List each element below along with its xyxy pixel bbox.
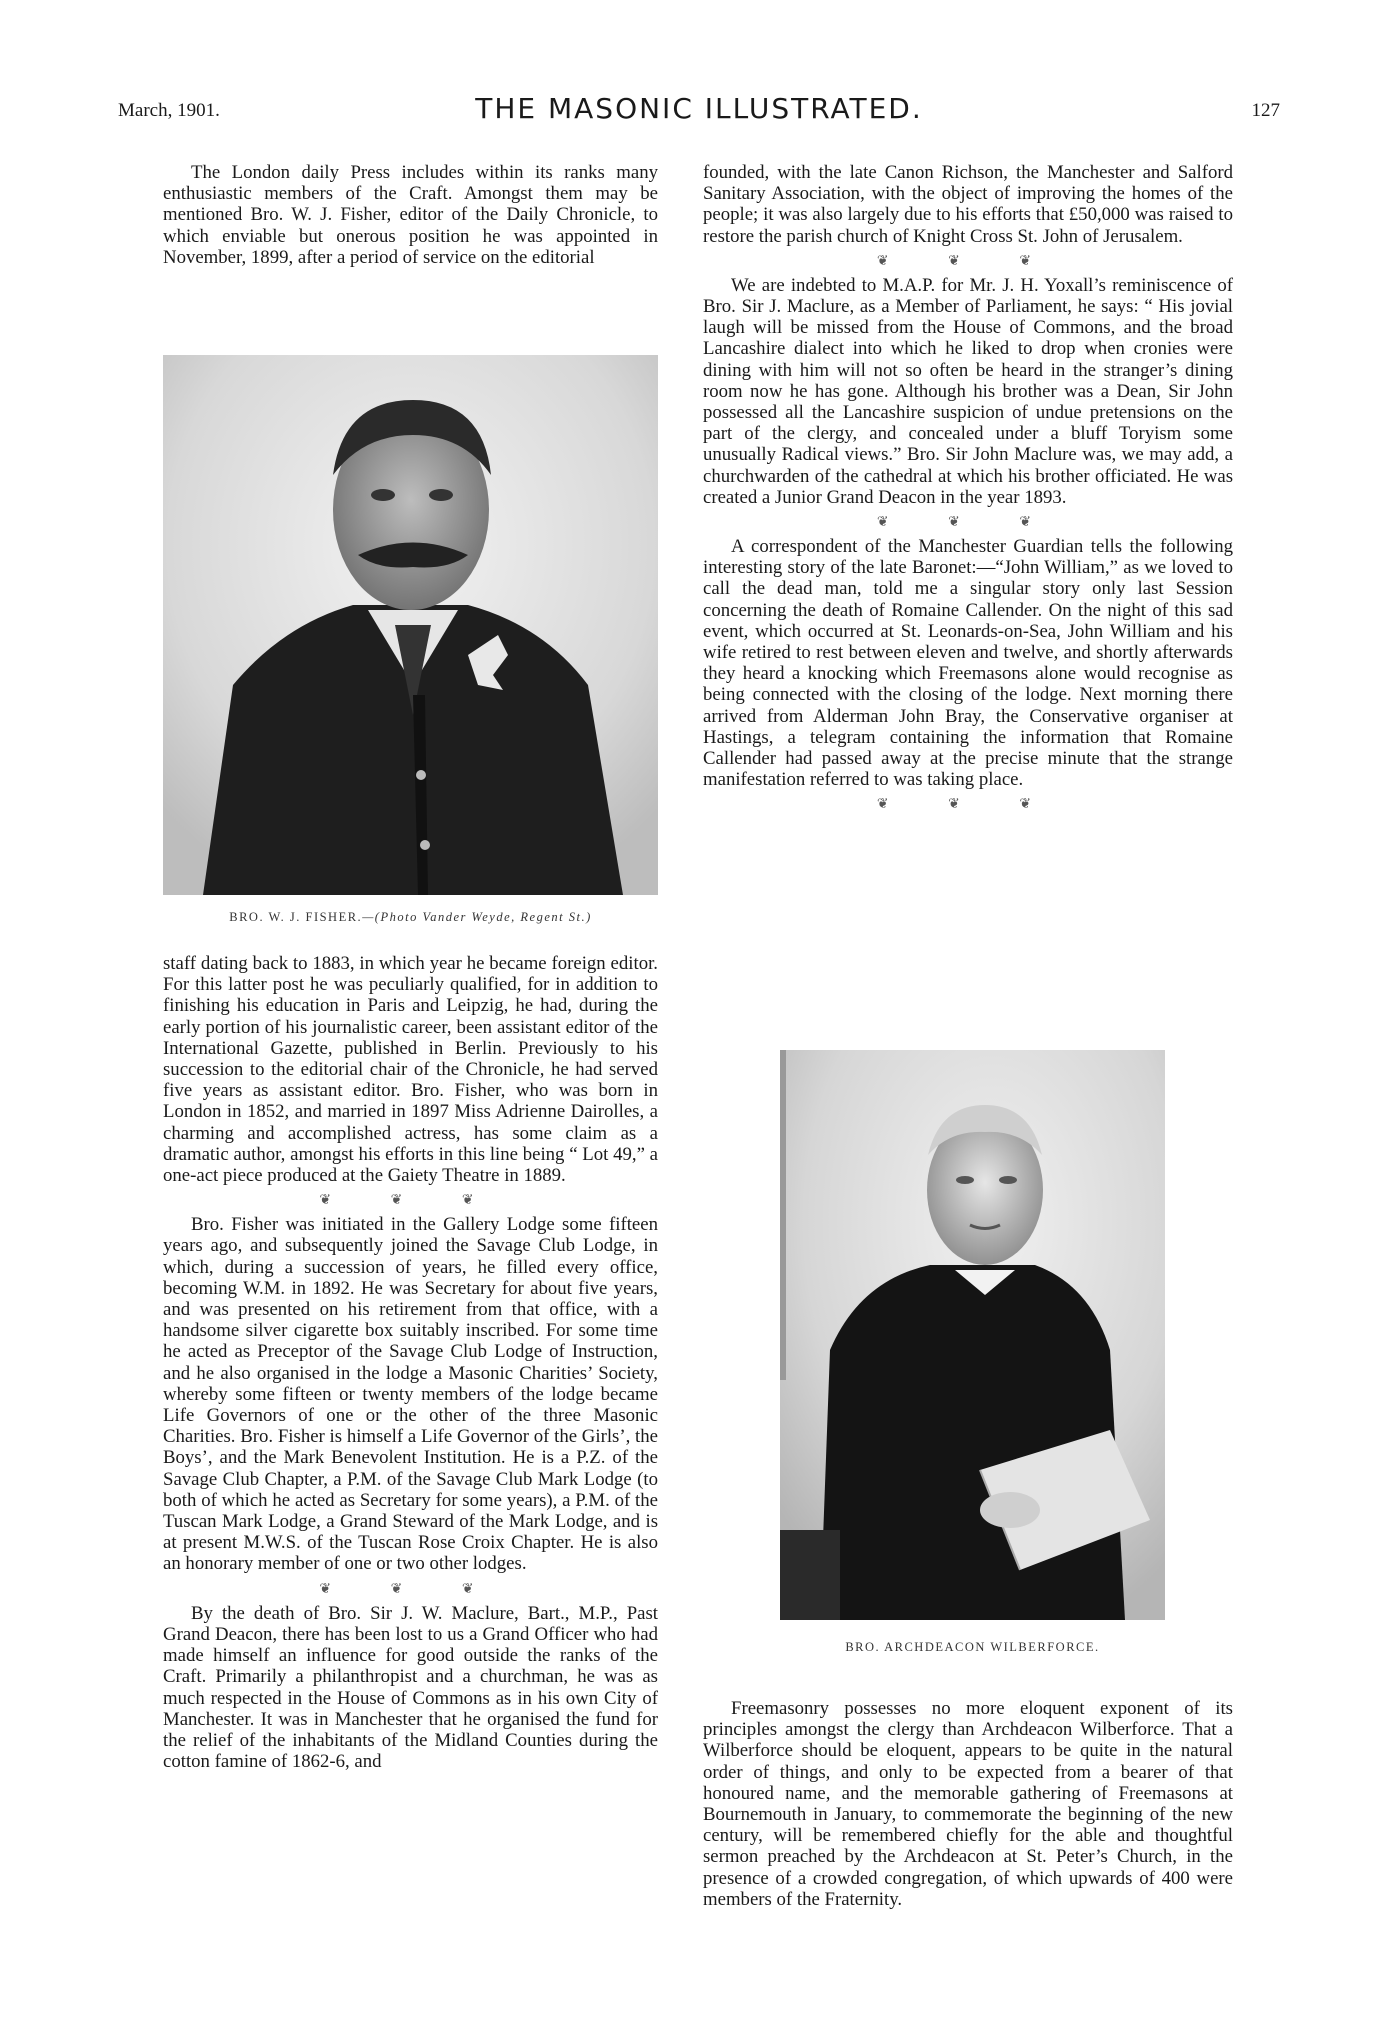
ornament-divider: ❦ ❦ ❦ xyxy=(876,253,1060,269)
paragraph: We are indebted to M.A.P. for Mr. J. H. Yoxall’s reminiscence of Bro. Sir J. Maclure, as a Member of Parliament, he says: “ His jovial laugh will be missed from the House of Commons, and the broad Lancashire dialect into which he liked to drop when cronies were dining with him will not so often be heard in the stranger’s dining room now he has gone. Although his brother was a Dean, Sir John possessed all the Lancashire suspicion of undue pretensions on the part of the clergy, and concealed under a bluff Toryism some unusually Radical views.” Bro. Sir John Maclure was, we may add, a churchwarden of the cathedral at which his brother officiated. He was created a Junior Grand Deacon in the year 1893. xyxy=(703,274,1233,508)
ornament-divider: ❦ ❦ ❦ xyxy=(876,797,1060,813)
portrait-wilberforce xyxy=(780,1050,1165,1620)
right-column-top xyxy=(703,162,1233,818)
left-column-top xyxy=(163,162,658,268)
caption-name: BRO. W. J. FISHER. xyxy=(229,910,363,924)
ornament-divider: ❦ ❦ ❦ xyxy=(876,515,1060,531)
wilberforce-caption: BRO. ARCHDEACON WILBERFORCE. xyxy=(845,1640,1100,1654)
ornament-divider: ❦ ❦ ❦ xyxy=(319,1193,502,1209)
magazine-title: THE MASONIC ILLUSTRATED. xyxy=(475,92,923,125)
fisher-caption xyxy=(163,910,658,925)
left-column-bottom xyxy=(163,953,658,1772)
page-number: 127 xyxy=(1251,100,1280,121)
portrait-fisher xyxy=(163,355,658,895)
caption-credit: —(Photo Vander Weyde, Regent St.) xyxy=(362,910,592,924)
portrait-wilberforce-image xyxy=(780,1050,1165,1620)
paragraph: The London daily Press includes within its ranks many enthusiastic members of the Craft. Amongst them may be mentioned Bro. W. J. Fisher, editor of the Daily Chronicle, to which enviable but onerous position he was appointed in November, 1899, after a period of service on the editorial xyxy=(163,162,658,268)
page-header xyxy=(118,92,1280,132)
ornament-divider: ❦ ❦ ❦ xyxy=(319,1581,502,1597)
paragraph: founded, with the late Canon Richson, the Manchester and Salford Sanitary Association, with the object of improving the homes of the people; it was also largely due to his efforts that £50,000 was raised to restore the parish church of Knight Cross St. John of Jerusalem. xyxy=(703,162,1233,247)
paragraph: staff dating back to 1883, in which year he became foreign editor. For this latter post he was peculiarly qualified, for in addition to finishing his education in Paris and Leipzig, he had, during the early portion of his journalistic career, been assistant editor of the International Gazette, published in Berlin. Previously to his succession to the editorial chair of the Chronicle, he had served five years as assistant editor. Bro. Fisher, who was born in London in 1852, and married in 1897 Miss Adrienne Dairolles, a charming and accomplished actress, has some claim as a dramatic author, amongst his efforts in this line being “ Lot 49,” a one-act piece produced at the Gaiety Theatre in 1889. xyxy=(163,953,658,1187)
portrait-fisher-image xyxy=(163,355,658,895)
paragraph: Freemasonry possesses no more eloquent exponent of its principles amongst the clergy than Archdeacon Wilberforce. That a Wilberforce should be eloquent, appears to be quite in the natural order of things, and only to be expected from a bearer of that honoured name, and the memorable gathering of Freemasons at Bournemouth in January, to commemorate the beginning of the new century, will be remembered chiefly for the able and thoughtful sermon preached by the Archdeacon at St. Peter’s Church, in the presence of a crowded congregation, of which upwards of 400 were members of the Fraternity. xyxy=(703,1698,1233,1910)
issue-date: March, 1901. xyxy=(118,100,220,121)
paragraph: A correspondent of the Manchester Guardian tells the following interesting story of the late Baronet:—“John William,” as we loved to call the dead man, told me a singular story only last Session concerning the death of Romaine Callender. On the night of this sad event, which occurred at St. Leonards-on-Sea, John William and his wife retired to rest between eleven and twelve, and shortly afterwards they heard a knocking which Freemasons alone would recognise as being connected with the closing of the lodge. Next morning there arrived from Alderman John Bray, the Conservative organiser at Hastings, a telegram containing the information that Romaine Callender had passed away at the precise minute that the strange manifestation referred to was taking place. xyxy=(703,536,1233,791)
paragraph: By the death of Bro. Sir J. W. Maclure, Bart., M.P., Past Grand Deacon, there has been lost to us a Grand Officer who had made himself an influence for good outside the ranks of the Craft. Primarily a philanthropist and a churchman, he was as much respected in the House of Commons as in his own City of Manchester. It was in Manchester that he organised the fund for the relief of the inhabitants of the Midland Counties during the cotton famine of 1862-6, and xyxy=(163,1602,658,1773)
paragraph: Bro. Fisher was initiated in the Gallery Lodge some fifteen years ago, and subsequently joined the Savage Club Lodge, in which, during a succession of years, he filled every office, becoming W.M. in 1892. He was Secretary for about five years, and was presented on his retirement from that office, with a handsome silver cigarette box suitably inscribed. For some time he acted as Preceptor of the Savage Club Lodge of Instruction, and he also organised in the lodge a Masonic Charities’ Society, whereby some fifteen or twenty members of the lodge became Life Governors of one or the other of the three Masonic Charities. Bro. Fisher is himself a Life Governor of the Girls’, the Boys’, and the Mark Benevolent Institution. He is a P.Z. of the Savage Club Chapter, a P.M. of the Savage Club Mark Lodge (to both of which he acted as Secretary for some years), a P.M. of the Tuscan Mark Lodge, a Grand Steward of the Mark Lodge, and is at present M.W.S. of the Tuscan Rose Croix Chapter. He is also an honorary member of one or two other lodges. xyxy=(163,1214,658,1575)
right-column-bottom xyxy=(703,1698,1233,1910)
